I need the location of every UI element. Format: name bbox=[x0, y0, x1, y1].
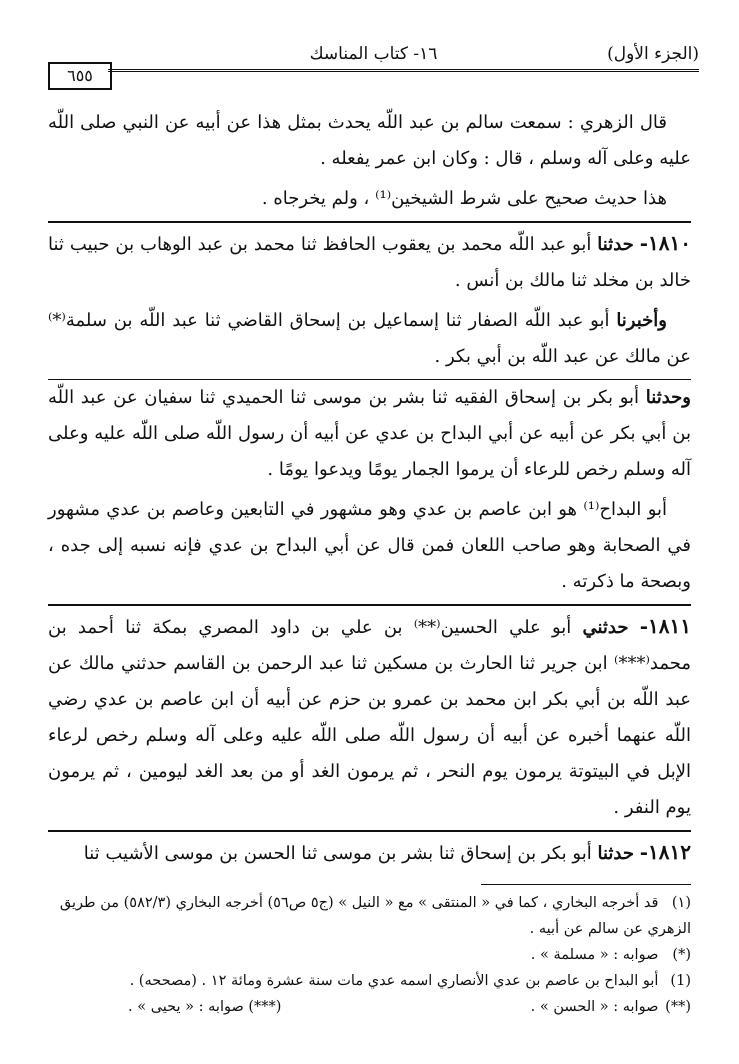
footnote-text: صوابه : « يحيى » . bbox=[128, 999, 244, 1015]
footnote-mark: (***) bbox=[248, 999, 282, 1015]
footnote bbox=[48, 942, 691, 968]
page-header bbox=[48, 40, 699, 85]
footnote-text: أبو البداح بن عاصم بن عدي الأنصاري اسمه عدي مات سنة عشرة ومائة ١٢ . (مصححه) . bbox=[129, 973, 659, 989]
hadith-1812 bbox=[48, 830, 691, 872]
footnote-mark: (1) bbox=[670, 973, 691, 989]
footnote-row bbox=[48, 994, 691, 1020]
paragraph bbox=[48, 303, 691, 375]
paragraph: هذا حديث صحيح على شرط الشيخين⁽¹⁾ ، ولم يخرجاه . bbox=[261, 188, 667, 209]
hadith-text: أبو عبد اللّه محمد بن يعقوب الحافظ ثنا محمد بن عبد الوهاب بن حبيب ثنا خالد بن مخلد ثنا مالك بن أنس . bbox=[48, 234, 691, 291]
volume-label: (الجزء الأول) bbox=[607, 44, 699, 64]
hadith-number: ١٨١١- bbox=[639, 614, 691, 638]
footnote-text: قد أخرجه البخاري ، كما في « المنتقى » مع « النيل » (ج٥ ص٥٦) أخرجه البخاري (٥٨٢/٣) من طريق الزهري عن سالم عن أبيه . bbox=[59, 895, 691, 937]
footnote bbox=[128, 994, 281, 1020]
footnote-rule bbox=[481, 884, 691, 885]
footnote-text: صوابه : « مسلمة » . bbox=[530, 947, 659, 963]
hadith-lead: حدثني bbox=[582, 617, 629, 638]
footnote-text: صوابه : « الحسن » . bbox=[530, 999, 659, 1015]
paragraph-text: أبو بكر بن إسحاق الفقيه ثنا بشر بن موسى ثنا الحميدي ثنا سفيان عن عبد اللّه بن أبي بكر عن أبيه عن أبي البداح بن عدي عن أبيه أن رسول اللّه صلى اللّه عليه وعلى آله وسلم رخص للرعاء أن يرموا الجمار يومًا ويدعوا يومًا . bbox=[48, 387, 691, 480]
hadith-number: ١٨١٢- bbox=[639, 840, 691, 864]
header-rule bbox=[108, 69, 699, 72]
main-text bbox=[48, 105, 691, 876]
hadith-text: أبو علي الحسين⁽**⁾ بن علي بن داود المصري بمكة ثنا أحمد بن محمد⁽***⁾ ابن جرير ثنا الحارث بن مسكين ثنا عبد الرحمن بن القاسم حدثني مالك عن عبد اللّه بن أبي بكر ابن محمد بن عمرو بن حزم عن أبيه أن ابن عاصم بن عدي رضي اللّه عنهما أخبره عن أبيه أن رسول اللّه صلى اللّه عليه وعلى آله وسلم رخص لرعاء الإبل في البيتوتة يرمون يوم النحر ، ثم يرمون الغد أو من بعد الغد ليومين ، ثم يرمون يوم النفر . bbox=[48, 617, 691, 818]
chapter-title: ١٦- كتاب المناسك bbox=[309, 44, 438, 64]
paragraph-text: أبو عبد اللّه الصفار ثنا إسماعيل بن إسحاق القاضي ثنا عبد اللّه بن سلمة⁽*⁾ عن مالك عن عبد اللّه بن أبي بكر . bbox=[48, 310, 691, 367]
paragraph: أبو البداح⁽¹⁾ هو ابن عاصم بن عدي وهو مشهور في التابعين وعاصم بن عدي مشهور في الصحابة وهو صاحب اللعان فمن قال عن أبي البداح بن عدي فإنه نسبه إلى جده ، وبصحة ما ذكرته . bbox=[48, 499, 691, 592]
footnote-mark: (*) bbox=[672, 947, 691, 963]
paragraph bbox=[48, 379, 691, 488]
footnote-mark: (١) bbox=[671, 895, 691, 911]
hadith-lead: حدثنا bbox=[597, 843, 634, 864]
footnote bbox=[48, 890, 691, 942]
footnote bbox=[48, 968, 691, 994]
footnote bbox=[531, 994, 691, 1020]
paragraph-lead: وحدثنا bbox=[645, 387, 691, 408]
hadith-1811 bbox=[48, 604, 691, 826]
paragraph: قال الزهري : سمعت سالم بن عبد اللّه يحدث بمثل هذا عن أبيه عن النبي صلى اللّه عليه وعلى آله وسلم ، قال : وكان ابن عمر يفعله . bbox=[48, 112, 691, 169]
hadith-lead: حدثنا bbox=[597, 234, 634, 255]
paragraph-lead: وأخبرنا bbox=[616, 310, 667, 331]
hadith-number: ١٨١٠- bbox=[639, 231, 691, 255]
hadith-text: أبو بكر بن إسحاق ثنا بشر بن موسى ثنا الحسن بن موسى الأشيب ثنا bbox=[83, 843, 592, 864]
hadith-1810 bbox=[48, 221, 691, 299]
footnote-mark: (**) bbox=[665, 999, 691, 1015]
footnotes bbox=[48, 890, 691, 1020]
page-number: ٦٥٥ bbox=[48, 62, 112, 90]
